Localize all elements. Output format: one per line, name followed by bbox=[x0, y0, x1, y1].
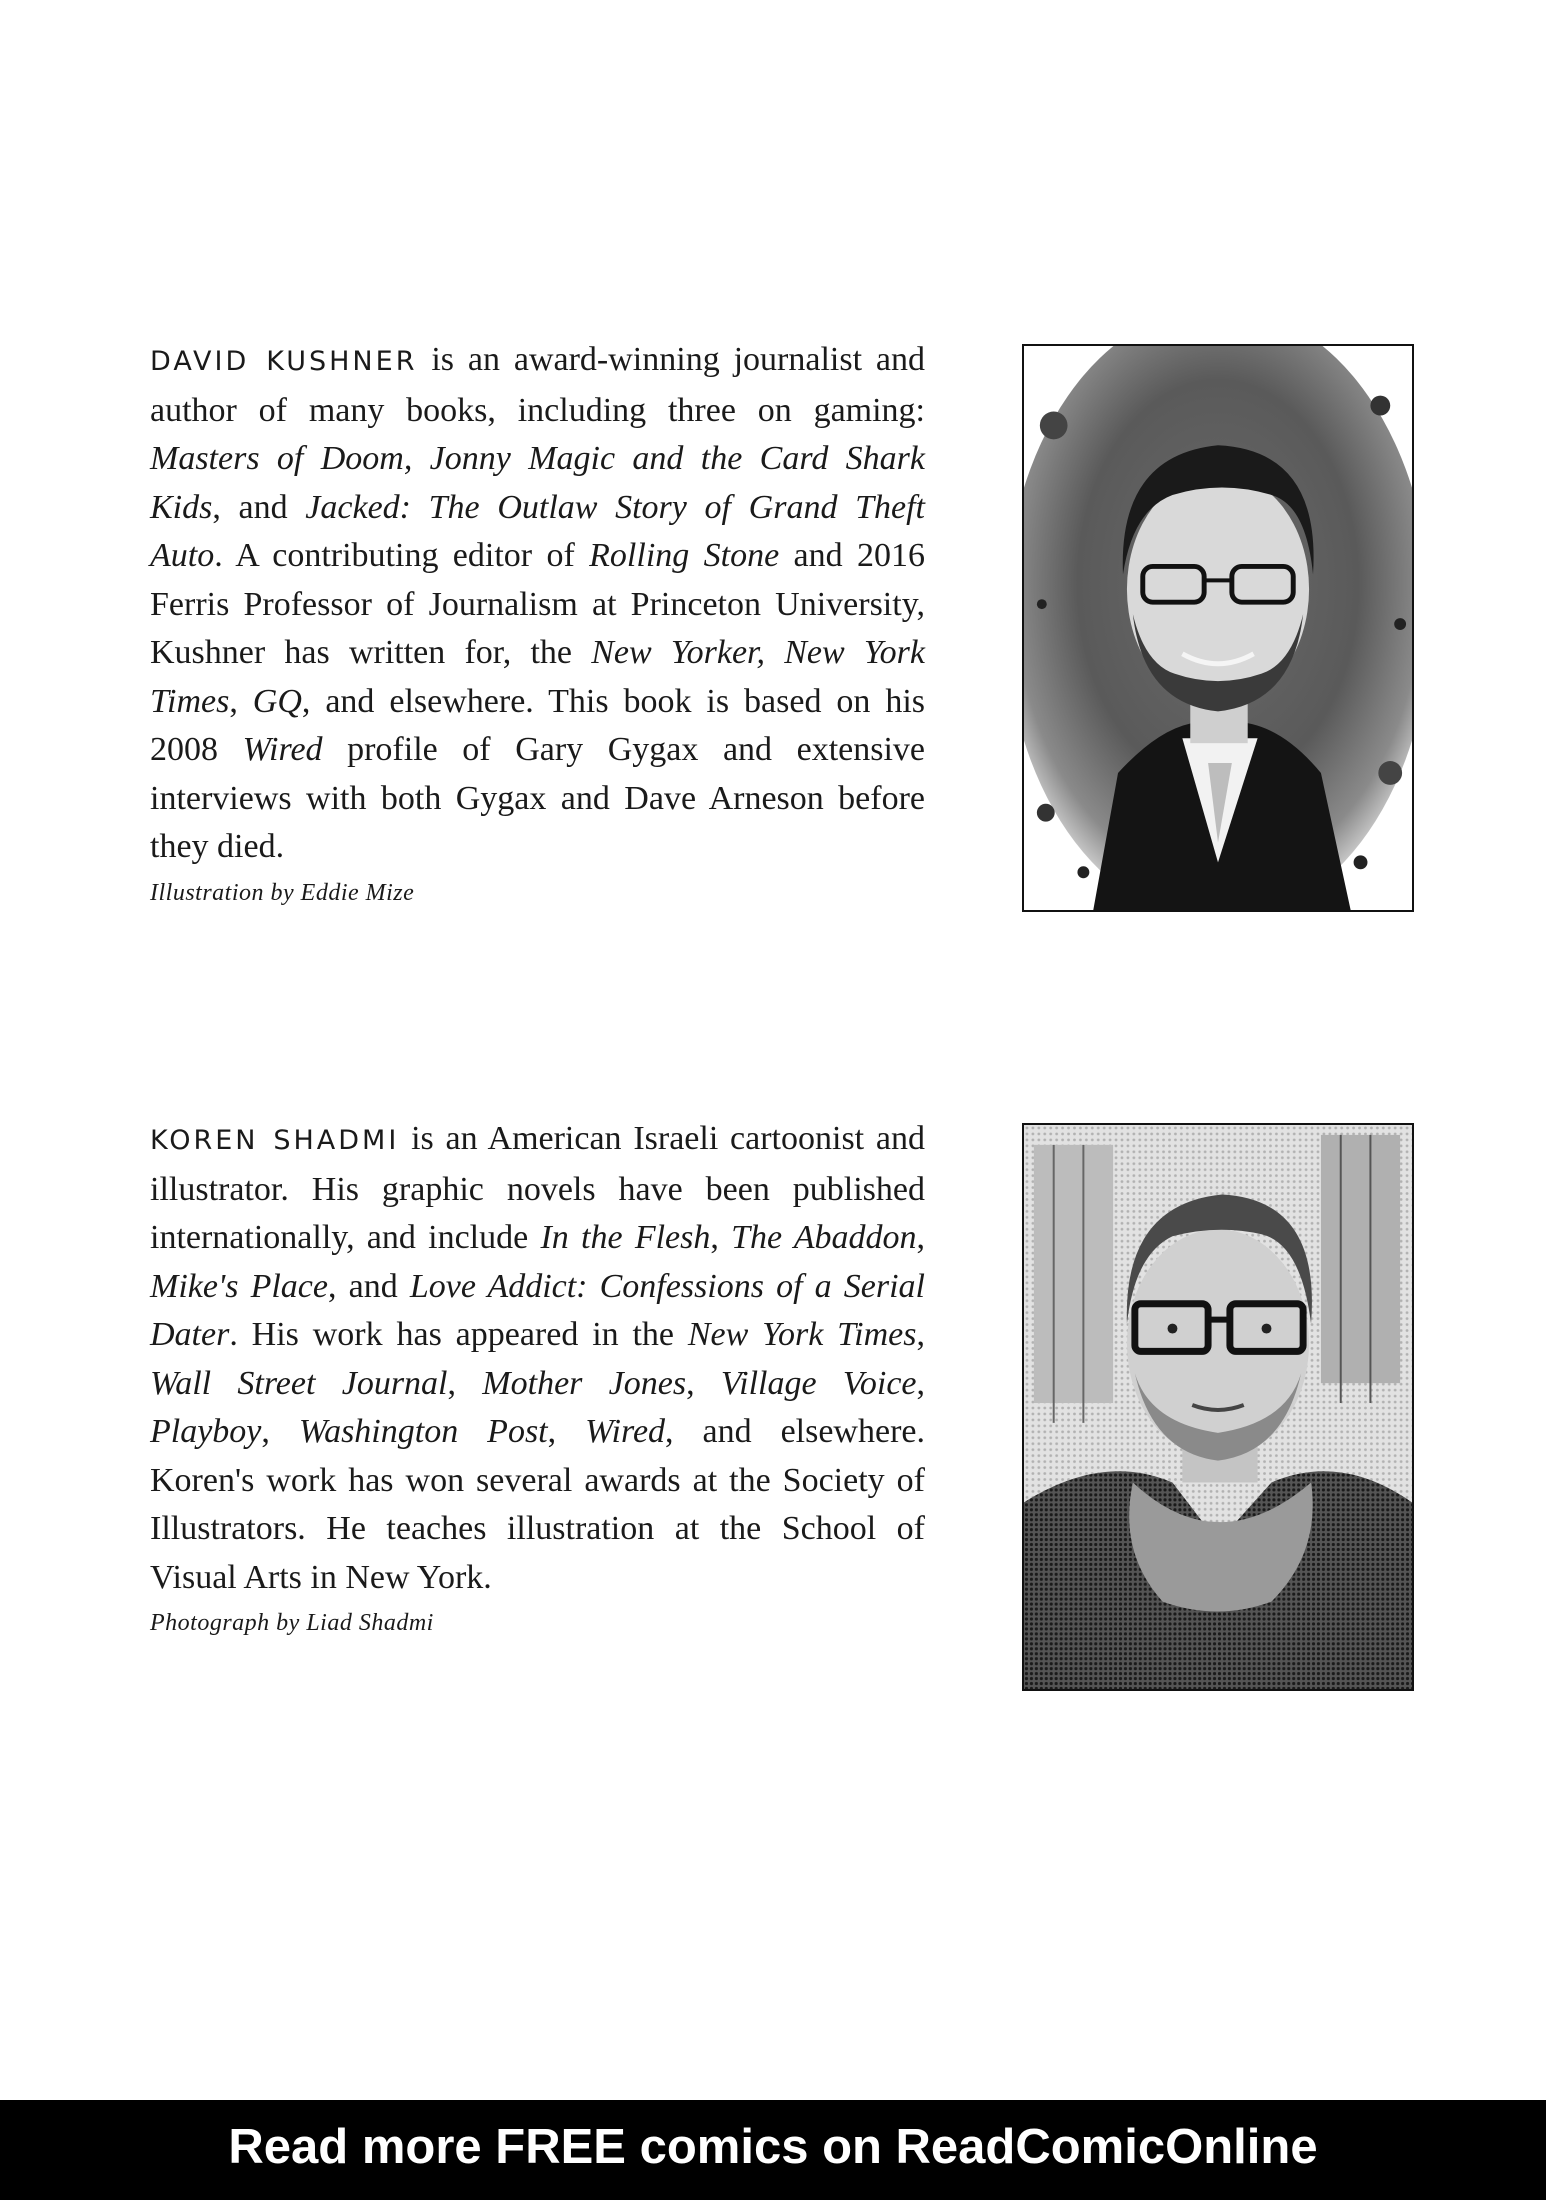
bio-text bbox=[150, 1120, 925, 1596]
bio-text-run: , and bbox=[327, 1267, 410, 1305]
ink-splatter-portrait-image bbox=[1024, 346, 1412, 910]
italic-title: The Abaddon bbox=[731, 1219, 917, 1256]
italic-title: GQ bbox=[252, 682, 302, 720]
bio-text-run: profile of Gary Gygax and extensive interviews with both Gygax and Dave Arneson before they died. bbox=[150, 731, 925, 865]
italic-title: Wired bbox=[585, 1413, 666, 1450]
italic-title: In the Flesh bbox=[540, 1219, 711, 1256]
promo-banner[interactable]: Read more FREE comics on ReadComicOnline bbox=[0, 2100, 1546, 2200]
author-portrait-photo bbox=[1022, 1123, 1414, 1691]
italic-title: Love Addict: Confessions of a Serial Dater bbox=[150, 1267, 926, 1353]
bio-text-run: , bbox=[547, 1413, 586, 1450]
halftone-photo-portrait-image bbox=[1024, 1125, 1412, 1689]
bio-text-run: , bbox=[710, 1219, 732, 1256]
bio-text-run: . His work has appeared in the bbox=[229, 1316, 688, 1353]
bio-text-run: , bbox=[447, 1364, 483, 1402]
italic-title: Playboy bbox=[150, 1413, 262, 1450]
bio-paragraph bbox=[150, 1115, 925, 1602]
author-bio-shadmi bbox=[150, 1115, 925, 1638]
bio-text-run: . A contributing editor of bbox=[214, 537, 590, 574]
author-name: DAVID KUSHNER bbox=[150, 346, 418, 377]
bio-text-run: , bbox=[261, 1413, 299, 1450]
italic-title: Mike's Place bbox=[150, 1267, 328, 1305]
bio-text-run: , bbox=[916, 1316, 925, 1353]
italic-title: Washington Post bbox=[298, 1413, 548, 1450]
italic-title: Mother Jones bbox=[482, 1364, 687, 1402]
italic-title: Rolling Stone bbox=[589, 537, 780, 574]
bio-text-run: , and bbox=[212, 488, 306, 526]
bio-text-run: , bbox=[916, 1364, 926, 1402]
bio-text-run: , bbox=[229, 682, 253, 720]
author-bio-kushner bbox=[150, 336, 925, 908]
bio-text-run: , and elsewhere. This book is based on his 2008 bbox=[150, 682, 926, 768]
italic-title: Wired bbox=[242, 731, 323, 768]
italic-title: New York Times bbox=[687, 1316, 917, 1353]
italic-title: Jacked: The Outlaw Story of Grand Theft Auto bbox=[150, 488, 926, 574]
bio-text-run: and 2016 Ferris Professor of Journalism at Princeton University, Kushner has written for, the bbox=[150, 537, 925, 671]
author-name: KOREN SHADMI bbox=[150, 1125, 400, 1156]
italic-title: New Yorker, New York Times bbox=[150, 634, 925, 720]
illustration-credit: Illustration by Eddie Mize bbox=[150, 879, 415, 906]
italic-title: Wall Street Journal bbox=[150, 1364, 448, 1402]
bio-text-run: is an award-winning journalist and author of many books, including three on gaming: bbox=[150, 341, 925, 429]
bio-text bbox=[150, 341, 925, 865]
italic-title: Village Voice bbox=[720, 1364, 917, 1402]
italic-title: Masters of Doom, Jonny Magic and the Card Shark Kids bbox=[150, 440, 925, 526]
bio-text-run: is an American Israeli cartoonist and illustrator. His graphic novels have been published internationally, and include bbox=[150, 1120, 925, 1256]
bio-text-run: , bbox=[686, 1364, 721, 1402]
bio-text-run: , bbox=[916, 1219, 926, 1256]
photograph-credit: Photograph by Liad Shadmi bbox=[150, 1610, 434, 1636]
bio-text-run: , and elsewhere. Koren's work has won several awards at the Society of Illustrators. He teaches illustration at the School of Visual Arts in New York. bbox=[150, 1413, 925, 1596]
author-portrait-illustration bbox=[1022, 344, 1414, 912]
bio-paragraph bbox=[150, 336, 925, 872]
